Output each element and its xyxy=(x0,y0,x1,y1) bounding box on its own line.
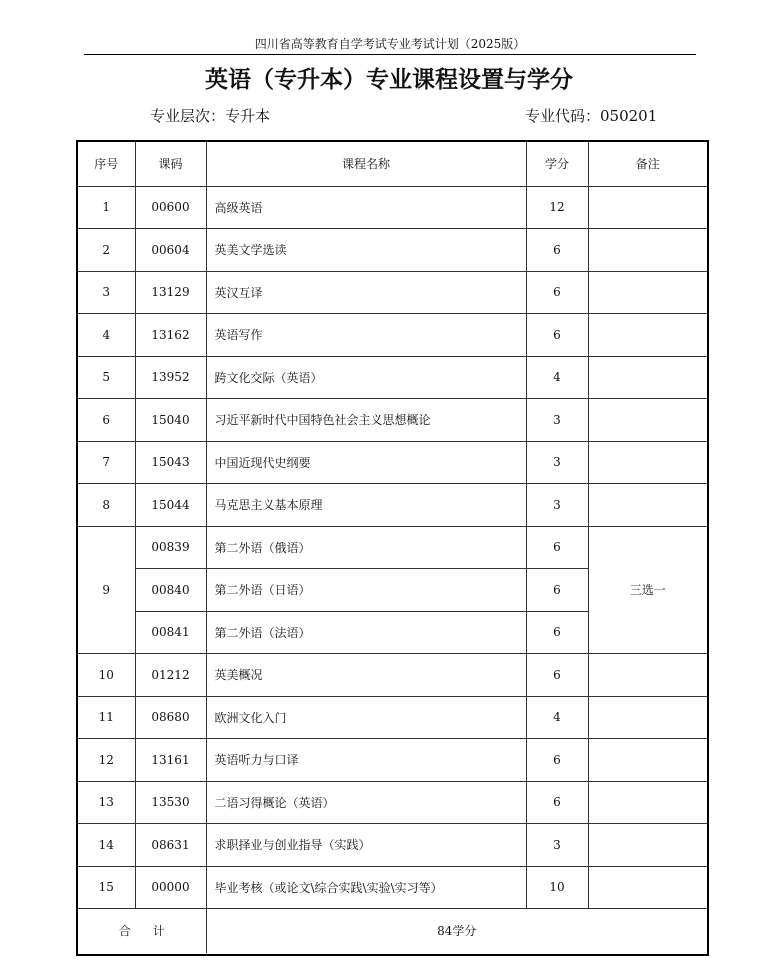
cell-credit: 6 xyxy=(526,526,588,569)
cell-no: 10 xyxy=(78,654,135,697)
cell-remark: 三选一 xyxy=(588,526,707,654)
cell-no: 12 xyxy=(78,739,135,782)
cell-name: 第二外语（法语） xyxy=(206,611,526,654)
major-code: 专业代码：050201 xyxy=(525,107,658,125)
table-row xyxy=(78,696,707,739)
cell-name: 英美文学选读 xyxy=(206,229,526,272)
cell-no: 9 xyxy=(78,526,135,654)
cell-credit: 6 xyxy=(526,569,588,612)
cell-remark xyxy=(588,696,707,739)
cell-code: 13162 xyxy=(135,314,206,357)
total-value: 84学分 xyxy=(206,909,707,953)
cell-name: 马克思主义基本原理 xyxy=(206,484,526,527)
cell-remark xyxy=(588,654,707,697)
cell-remark xyxy=(588,441,707,484)
cell-credit: 3 xyxy=(526,399,588,442)
cell-no: 15 xyxy=(78,866,135,909)
column-header-credit: 学分 xyxy=(526,142,588,186)
cell-remark xyxy=(588,866,707,909)
cell-code: 00000 xyxy=(135,866,206,909)
cell-name: 英语听力与口译 xyxy=(206,739,526,782)
column-header-code: 课码 xyxy=(135,142,206,186)
cell-code: 08680 xyxy=(135,696,206,739)
cell-remark xyxy=(588,824,707,867)
cell-remark xyxy=(588,186,707,229)
cell-name: 第二外语（日语） xyxy=(206,569,526,612)
cell-name: 求职择业与创业指导（实践） xyxy=(206,824,526,867)
cell-credit: 4 xyxy=(526,696,588,739)
cell-remark xyxy=(588,229,707,272)
cell-remark xyxy=(588,484,707,527)
cell-name: 英语写作 xyxy=(206,314,526,357)
cell-credit: 6 xyxy=(526,229,588,272)
page-header: 四川省高等教育自学考试专业考试计划（2025版） xyxy=(84,34,696,55)
course-table xyxy=(76,140,709,956)
cell-credit: 3 xyxy=(526,824,588,867)
cell-code: 08631 xyxy=(135,824,206,867)
cell-remark xyxy=(588,271,707,314)
cell-no: 7 xyxy=(78,441,135,484)
cell-remark xyxy=(588,781,707,824)
cell-code: 00604 xyxy=(135,229,206,272)
cell-name: 中国近现代史纲要 xyxy=(206,441,526,484)
table-row xyxy=(78,314,707,357)
table-row xyxy=(78,866,707,909)
cell-credit: 10 xyxy=(526,866,588,909)
cell-credit: 6 xyxy=(526,654,588,697)
cell-code: 15044 xyxy=(135,484,206,527)
cell-code: 13952 xyxy=(135,356,206,399)
table-row xyxy=(78,271,707,314)
cell-no: 3 xyxy=(78,271,135,314)
cell-no: 2 xyxy=(78,229,135,272)
table-row xyxy=(78,654,707,697)
cell-remark xyxy=(588,399,707,442)
column-header-name: 课程名称 xyxy=(206,142,526,186)
table-row xyxy=(78,356,707,399)
cell-credit: 12 xyxy=(526,186,588,229)
cell-remark xyxy=(588,739,707,782)
cell-credit: 3 xyxy=(526,441,588,484)
table-row xyxy=(78,484,707,527)
cell-name: 跨文化交际（英语） xyxy=(206,356,526,399)
cell-code: 13161 xyxy=(135,739,206,782)
table-row xyxy=(78,186,707,229)
cell-code: 15040 xyxy=(135,399,206,442)
cell-name: 欧洲文化入门 xyxy=(206,696,526,739)
table-row xyxy=(78,441,707,484)
cell-no: 11 xyxy=(78,696,135,739)
cell-no: 5 xyxy=(78,356,135,399)
cell-credit: 6 xyxy=(526,739,588,782)
cell-credit: 6 xyxy=(526,271,588,314)
cell-code: 00840 xyxy=(135,569,206,612)
cell-no: 6 xyxy=(78,399,135,442)
cell-code: 13530 xyxy=(135,781,206,824)
cell-name: 毕业考核（或论文\综合实践\实验\实习等） xyxy=(206,866,526,909)
cell-credit: 6 xyxy=(526,611,588,654)
table-row xyxy=(78,229,707,272)
cell-remark xyxy=(588,314,707,357)
table-row xyxy=(78,824,707,867)
cell-name: 二语习得概论（英语） xyxy=(206,781,526,824)
column-header-no: 序号 xyxy=(78,142,135,186)
table-row xyxy=(78,399,707,442)
cell-no: 13 xyxy=(78,781,135,824)
cell-no: 8 xyxy=(78,484,135,527)
cell-code: 00839 xyxy=(135,526,206,569)
cell-code: 00600 xyxy=(135,186,206,229)
table-row xyxy=(78,526,707,569)
cell-name: 高级英语 xyxy=(206,186,526,229)
cell-no: 14 xyxy=(78,824,135,867)
total-label: 合计 xyxy=(78,909,206,953)
table-header-row xyxy=(78,142,707,186)
cell-code: 01212 xyxy=(135,654,206,697)
cell-no: 1 xyxy=(78,186,135,229)
cell-credit: 6 xyxy=(526,781,588,824)
table-row xyxy=(78,781,707,824)
cell-code: 15043 xyxy=(135,441,206,484)
cell-name: 第二外语（俄语） xyxy=(206,526,526,569)
cell-name: 习近平新时代中国特色社会主义思想概论 xyxy=(206,399,526,442)
cell-credit: 3 xyxy=(526,484,588,527)
major-level: 专业层次：专升本 xyxy=(150,107,271,125)
cell-code: 00841 xyxy=(135,611,206,654)
column-header-remark: 备注 xyxy=(588,142,707,186)
cell-credit: 6 xyxy=(526,314,588,357)
cell-name: 英美概况 xyxy=(206,654,526,697)
cell-credit: 4 xyxy=(526,356,588,399)
cell-no: 4 xyxy=(78,314,135,357)
cell-code: 13129 xyxy=(135,271,206,314)
cell-remark xyxy=(588,356,707,399)
total-row xyxy=(78,909,707,953)
table-row xyxy=(78,739,707,782)
page-title: 英语（专升本）专业课程设置与学分 xyxy=(205,67,573,93)
cell-name: 英汉互译 xyxy=(206,271,526,314)
